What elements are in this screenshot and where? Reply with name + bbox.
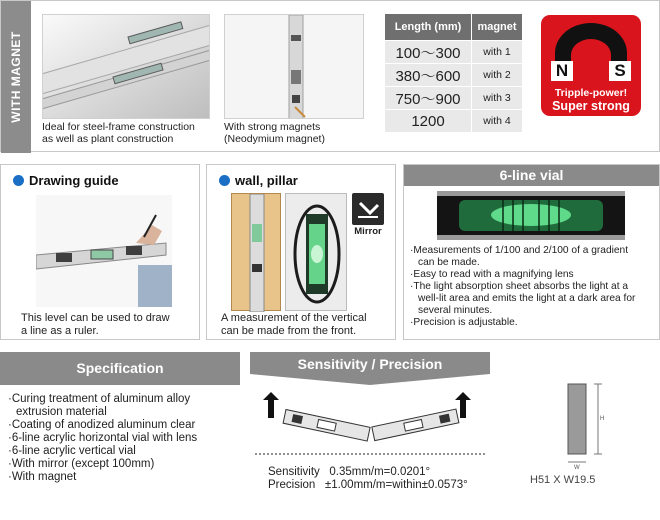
photo1-caption <box>42 121 222 145</box>
mirror-icon <box>352 193 384 225</box>
wall-pillar-text-line: A measurement of the vertical <box>221 312 367 324</box>
tilted-levels-illustration <box>255 388 485 458</box>
table-header-magnet: magnet <box>472 14 522 40</box>
six-line-vial-box <box>403 164 660 340</box>
magnet-side-label <box>1 1 31 153</box>
drawing-level-illustration <box>36 195 172 307</box>
vial-photo <box>437 191 625 240</box>
steel-frame-photo <box>42 14 210 119</box>
pillar-photo <box>231 193 281 311</box>
vial-line: ·The light absorption sheet absorbs the light at a <box>410 281 629 292</box>
mirror-arrow-icon <box>352 193 384 225</box>
drawing-guide-text-line: This level can be used to draw <box>21 312 170 324</box>
dimension-text: H51 X W19.5 <box>530 474 596 486</box>
precision-line: Precision ±1.00mm/m=within±0.0573° <box>268 479 468 491</box>
table-cell-length: 100～300 <box>385 41 471 63</box>
table-row <box>385 64 522 86</box>
magnet-badge <box>541 15 641 116</box>
wall-pillar-text-line: can be made from the front. <box>221 325 357 337</box>
drawing-guide-photo <box>36 195 172 307</box>
table-cell-magnet: with 3 <box>472 87 522 109</box>
sensitivity-line: Sensitivity 0.35mm/m=0.0201° <box>268 466 431 478</box>
table-cell-magnet: with 2 <box>472 64 522 86</box>
vial-line: ·Measurements of 1/100 and 2/100 of a gradient <box>410 245 629 256</box>
sensitivity-diagram <box>255 388 485 458</box>
table-cell-magnet: with 1 <box>472 41 522 63</box>
spec-item: ·With magnet <box>8 471 77 483</box>
height-label: H <box>600 416 605 422</box>
mirror-label: Mirror <box>354 226 382 237</box>
pillar-illustration <box>232 194 282 312</box>
spec-item: extrusion material <box>16 406 107 418</box>
drawing-guide-title-row <box>13 173 119 188</box>
drawing-guide-text-line: a line as a ruler. <box>21 325 99 337</box>
magnet-panel <box>0 0 660 152</box>
wall-pillar-box <box>206 164 396 340</box>
vial-line: well-lit area and emits the light at a dark area for <box>418 293 636 304</box>
photo2-caption-line: With strong magnets <box>224 121 321 133</box>
table-cell-magnet: with 4 <box>472 110 522 132</box>
vial-line: ·Easy to read with a magnifying lens <box>410 269 574 280</box>
table-cell-length: 380～600 <box>385 64 471 86</box>
magnet-photo <box>224 14 364 119</box>
north-pole-label: N <box>555 61 569 80</box>
sensitivity-title: Sensitivity / Precision <box>297 356 443 372</box>
table-row <box>385 87 522 109</box>
vial-line: several minutes. <box>418 305 493 316</box>
specification-title: Specification <box>0 352 240 385</box>
wall-pillar-title-row <box>219 173 298 188</box>
sensitivity-values <box>268 466 498 492</box>
photo2-caption <box>224 121 384 145</box>
bullet-dot-icon <box>219 175 230 186</box>
table-cell-length: 750～900 <box>385 87 471 109</box>
vial-title: 6-line vial <box>404 165 659 186</box>
drawing-guide-title: Drawing guide <box>29 173 119 188</box>
six-line-vial-illustration <box>437 191 625 240</box>
vertical-vial-photo <box>285 193 347 311</box>
photo2-caption-line: (Neodymium magnet) <box>224 133 325 145</box>
drawing-guide-text <box>21 312 199 338</box>
drawing-guide-box <box>0 164 200 340</box>
south-pole-label: S <box>614 61 626 80</box>
spec-item: ·With mirror (except 100mm) <box>8 458 155 470</box>
magnet-level-illustration <box>225 15 364 119</box>
badge-line2: Super strong <box>552 99 630 113</box>
magnet-side-text: WITH MAGNET <box>9 31 23 123</box>
table-cell-length: 1200 <box>385 110 471 132</box>
table-row <box>385 41 522 63</box>
vial-line: ·Precision is adjustable. <box>410 317 518 328</box>
dimension-diagram <box>560 380 610 470</box>
spec-item: ·Curing treatment of aluminum alloy <box>8 393 191 405</box>
spec-item: ·6-line acrylic vertical vial <box>8 445 136 457</box>
photo1-caption-line: as well as plant construction <box>42 133 174 145</box>
cross-section-illustration <box>560 380 610 470</box>
photo1-caption-line: Ideal for steel-frame construction <box>42 121 195 133</box>
spec-item: ·Coating of anodized aluminum clear <box>8 419 196 431</box>
spec-item: ·6-line acrylic horizontal vial with lens <box>8 432 198 444</box>
bullet-dot-icon <box>13 175 24 186</box>
steel-frame-illustration <box>43 15 210 119</box>
vertical-vial-illustration <box>286 194 348 312</box>
vial-description <box>410 245 659 329</box>
wall-pillar-title: wall, pillar <box>235 173 298 188</box>
table-header-length: Length (mm) <box>385 14 471 40</box>
sensitivity-header <box>250 352 490 385</box>
specification-list <box>8 393 248 484</box>
table-row <box>385 110 522 132</box>
wall-pillar-text <box>221 312 396 338</box>
length-magnet-table <box>384 13 523 133</box>
badge-line1: Tripple-power! <box>554 87 628 99</box>
width-label: W <box>574 465 580 470</box>
vial-line: can be made. <box>418 257 480 268</box>
